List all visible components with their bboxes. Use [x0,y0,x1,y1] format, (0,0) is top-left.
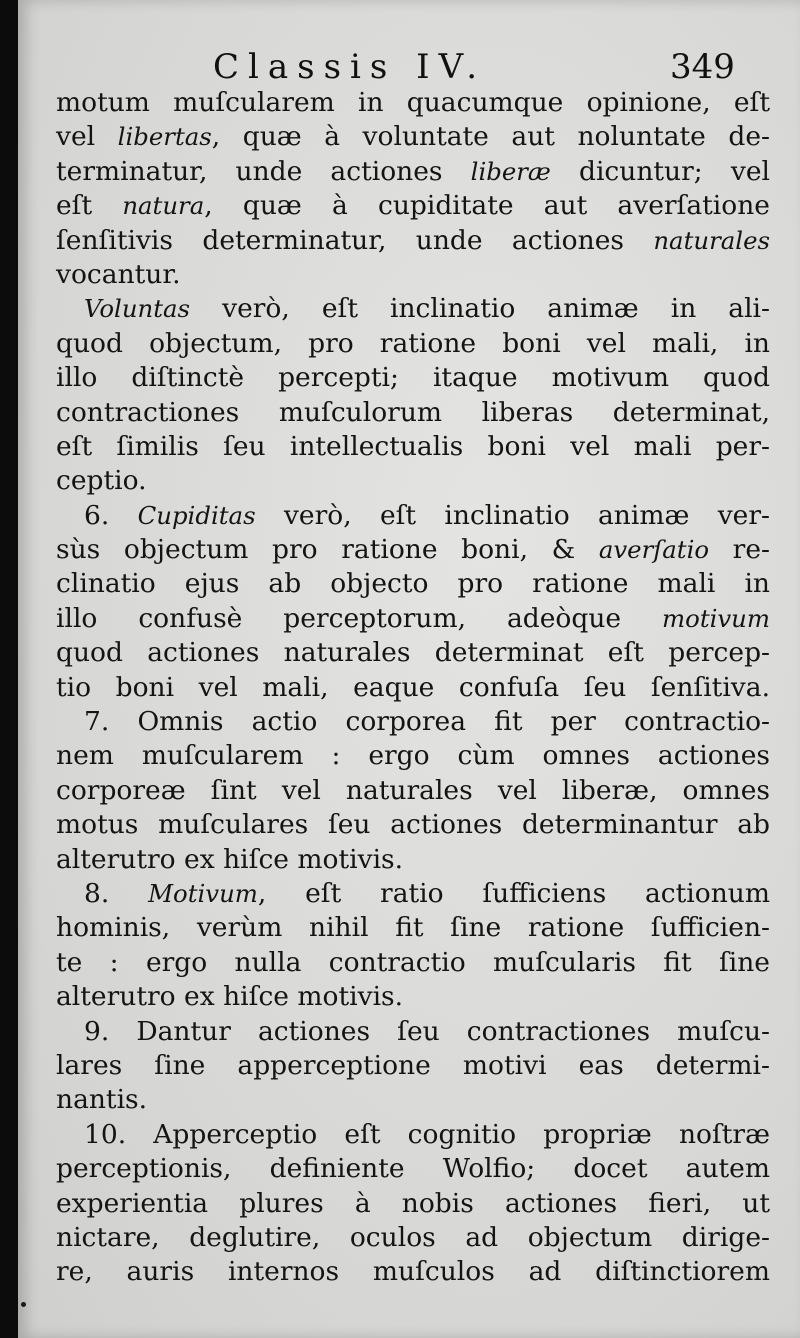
text-line [56,189,770,223]
text-run: re- [709,534,770,566]
text-line: quod actiones naturales determinat eſt percep- [56,637,770,669]
text-line: illo diſtinctè percepti; itaque motivum quod [56,362,770,394]
text-line: ceptio. [56,465,147,497]
text-line [56,877,770,911]
text-line: tio boni vel mali, eaque confuſa ſeu ſenſitiva. [56,671,770,703]
italic-term: natura [122,191,205,221]
book-page [18,0,800,1338]
italic-term: Cupiditas [137,500,256,530]
text-line: eſt ſimilis ſeu intellectualis boni vel mali per- [56,430,770,462]
text-line: re, auris internos muſculos ad diſtinctiorem [56,1256,770,1288]
italic-term: liberæ [470,156,551,186]
text-run: dicuntur; vel [550,155,770,187]
text-line: hominis, verùm nihil fit ſine ratione ſufficien- [56,912,770,944]
text-run: terminatur, unde actiones [56,155,471,187]
text-line: 7. Omnis actio corporea fit per contractio- [84,706,770,738]
text-line: motus muſculares ſeu actiones determinantur ab [56,809,770,841]
text-run: verò, eſt inclinatio animæ in ali- [190,293,770,325]
text-line [56,499,770,533]
page-header [18,44,800,90]
text-line: perceptionis, definiente Wolfio; docet autem [56,1153,770,1185]
text-line: 10. Apperceptio eſt cognitio propriæ noſtræ [84,1118,770,1150]
text-line [56,155,770,189]
text-run: 6. [84,499,138,531]
text-line [56,292,770,326]
italic-term: libertas [117,122,212,152]
text-line: vocantur. [56,258,181,290]
text-run: , eſt ratio ſufficiens actionum [257,877,770,909]
text-run: ſenſitivis determinatur, unde actiones [56,224,654,256]
text-run: sùs objectum pro ratione boni, & [56,534,599,566]
text-line: alterutro ex hiſce motivis. [56,981,404,1013]
italic-term: Motivum [148,878,258,908]
text-line: motum muſcularem in quacumque opinione, eſt [56,87,770,118]
text-line [56,602,770,636]
text-line: experientia plures à nobis actiones fieri, ut [56,1187,770,1219]
text-line: corporeæ ſint vel naturales vel liberæ, omnes [56,774,770,806]
text-line: lares ſine apperceptione motivi eas determi- [56,1049,770,1081]
text-line: nantis. [56,1084,148,1116]
italic-term: averſatio [598,535,710,565]
ink-speck [21,1302,26,1307]
text-run: illo confusè perceptorum, adeòque [56,602,663,634]
text-line [56,224,770,258]
page-number: 349 [670,47,735,87]
text-line: nictare, deglutire, oculos ad objectum dirige- [56,1221,770,1253]
text-line: nem muſcularem : ergo cùm omnes actiones [56,740,770,772]
text-line: te : ergo nulla contractio muſcularis fit ſine [56,946,770,978]
italic-term: naturales [653,225,770,255]
text-run: verò, eſt inclinatio animæ ver- [255,499,770,531]
text-run: 8. [84,877,149,909]
italic-term: Voluntas [84,294,191,324]
italic-term: motivum [662,603,770,633]
text-line: clinatio ejus ab objecto pro ratione mali in [56,568,770,600]
text-run: vel [56,121,118,153]
text-run: , quæ à cupiditate aut averſatione [204,190,770,222]
text-line [56,120,770,154]
text-line: contractiones muſculorum liberas determinat, [56,396,770,428]
text-line: alterutro ex hiſce motivis. [56,843,404,875]
text-run: eſt [56,190,123,222]
text-line: 9. Dantur actiones ſeu contractiones muſcu- [84,1015,770,1047]
running-head: Classis IV. [213,47,487,87]
text-run: , quæ à voluntate aut noluntate de- [211,121,770,153]
text-line [56,533,770,567]
body-text [56,86,770,1290]
text-line: quod objectum, pro ratione boni vel mali, in [56,327,770,359]
